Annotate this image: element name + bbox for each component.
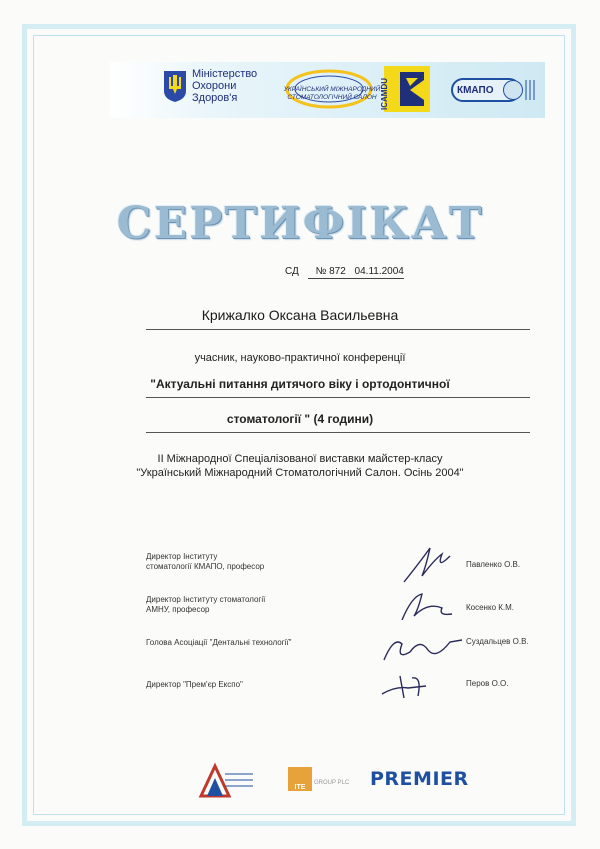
signatory-role <box>146 680 243 690</box>
signatory-name: Павленко О.В. <box>466 560 521 569</box>
role-line: Голова Асоціації "Дентальні технології" <box>146 638 292 647</box>
role-line: стоматології КМАПО, професор <box>146 562 265 571</box>
issue-date: 04.11.2004 <box>354 266 404 277</box>
divider <box>146 329 530 330</box>
number-underline <box>308 278 404 279</box>
ministry-line-2: Охорони <box>192 80 237 92</box>
topic-line-2: стоматології " (4 години) <box>226 412 374 426</box>
kmapo-text: КМАПО <box>457 84 494 96</box>
icamdu-mark-icon <box>384 66 430 112</box>
trident-icon <box>162 69 188 103</box>
divider <box>146 432 530 433</box>
ite-logo <box>288 767 312 791</box>
role-line: Директор Інституту <box>146 552 218 561</box>
signature-perov-icon <box>378 666 440 702</box>
number-value: № 872 <box>315 266 346 277</box>
signatory-name: Суздальцев О.В. <box>466 637 529 646</box>
role-line: Директор "Прем'єр Експо" <box>146 680 243 689</box>
ministry-logo <box>162 68 257 104</box>
exhibition-line-2: "Український Міжнародний Стоматологічний Салон. Осінь 2004" <box>136 467 464 479</box>
association-logo <box>195 762 255 798</box>
number-prefix: СД <box>285 266 299 277</box>
salon-text: УКРАЇНСЬКИЙ МІЖНАРОДНИЙ СТОМАТОЛОГІЧНИЙ САЛОН <box>283 86 381 101</box>
certificate-title: СЕРТИФІКАТ <box>116 198 484 249</box>
role-line: Директор Інституту стоматології <box>146 595 266 604</box>
ministry-name <box>192 68 257 104</box>
signatory-role <box>146 595 265 615</box>
exhibition-line-1: ІІ Міжнародної Спеціалізованої виставки майстер-класу <box>157 453 443 465</box>
divider <box>146 397 530 398</box>
signature-pavlenko-icon <box>400 542 458 586</box>
role-line: АМНУ, професор <box>146 605 210 614</box>
icamdu-logo <box>384 66 430 112</box>
kmapo-caption-icon <box>523 76 541 104</box>
recipient-name: Крижалко Оксана Васильевна <box>201 307 399 323</box>
signatory-role <box>146 552 264 572</box>
ite-text: ITE <box>294 784 306 791</box>
ministry-line-1: Міністерство <box>192 68 258 80</box>
signature-suzdaltsev-icon <box>380 630 466 670</box>
participant-line: учасник, науково-практичної конференції <box>194 352 406 364</box>
icamdu-text: ICAMDU <box>380 78 389 110</box>
topic-line-1: "Актуальні питання дитячого віку і ортодонтичної <box>150 377 450 391</box>
kmapo-emblem-icon <box>503 80 523 100</box>
ministry-line-3: Здоров'я <box>192 92 238 104</box>
ite-caption: GROUP PLC <box>314 780 350 786</box>
premier-logo: PREMIER <box>370 768 469 790</box>
signatory-name: Перов О.О. <box>466 679 509 688</box>
signature-kosenko-icon <box>398 586 460 626</box>
signatory-role <box>146 638 292 648</box>
signatory-name: Косенко К.М. <box>466 603 515 612</box>
certificate-number <box>285 266 410 277</box>
